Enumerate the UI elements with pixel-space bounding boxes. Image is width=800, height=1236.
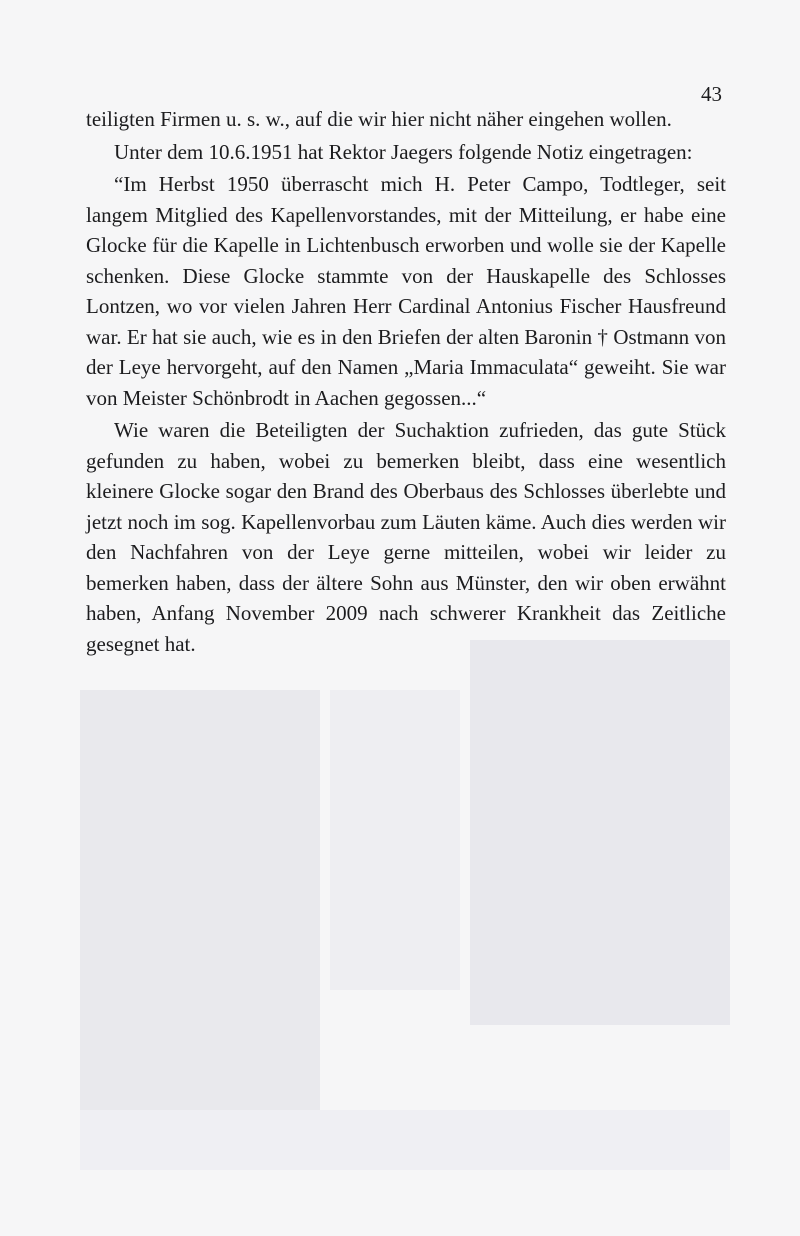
reverse-side-bleed-photo-middle: [330, 690, 460, 990]
paragraph-continuation: teiligten Firmen u. s. w., auf die wir hier nicht näher eingehen wollen.: [86, 107, 672, 131]
paragraph-conclusion: Wie waren die Beteiligten der Suchaktion zufrieden, das gute Stück gefunden zu haben, wobei zu bemerken bleibt, dass eine wesentlich kleinere Glocke sogar den Brand des Oberbaus des Schlosses überlebte und jetzt noch im sog. Kapellenvorbau zum Läuten käme. Auch dies werden wir den Nachfahren von der Leye gerne mitteilen, wobei wir leider zu bemerken haben, dass der ältere Sohn aus Münster, den wir oben erwähnt haben, Anfang November 2009 nach schwerer Krankheit das Zeitliche gesegnet hat.: [86, 418, 726, 656]
page-number: 43: [701, 82, 722, 106]
paragraph-notiz-intro: Unter dem 10.6.1951 hat Rektor Jaegers folgende Notiz eingetragen:: [114, 139, 693, 164]
paragraph-quotation: “Im Herbst 1950 überrascht mich H. Peter Campo, Todtleger, seit langem Mitglied des Kapellenvorstandes, mit der Mitteilung, er habe eine Glocke für die Kapelle in Lichtenbusch erworben und wolle sie der Kapelle schenken. Diese Glocke stammte von der Hauskapelle des Schlosses Lontzen, wo vor vielen Jahren Herr Cardinal Antonius Fischer Hausfreund war. Er hat sie auch, wie es in den Briefen der alten Baronin † Ostmann von der Leye hervorgeht, auf den Namen „Maria Immaculata“ geweiht. Sie war von Meister Schönbrodt in Aachen gegossen...“: [86, 172, 726, 410]
body-text: [86, 104, 726, 661]
reverse-side-bleed-photo-left: [80, 690, 320, 1110]
reverse-side-bleed-caption-band: [80, 1110, 730, 1170]
reverse-side-bleed-photo-right: [470, 640, 730, 1025]
